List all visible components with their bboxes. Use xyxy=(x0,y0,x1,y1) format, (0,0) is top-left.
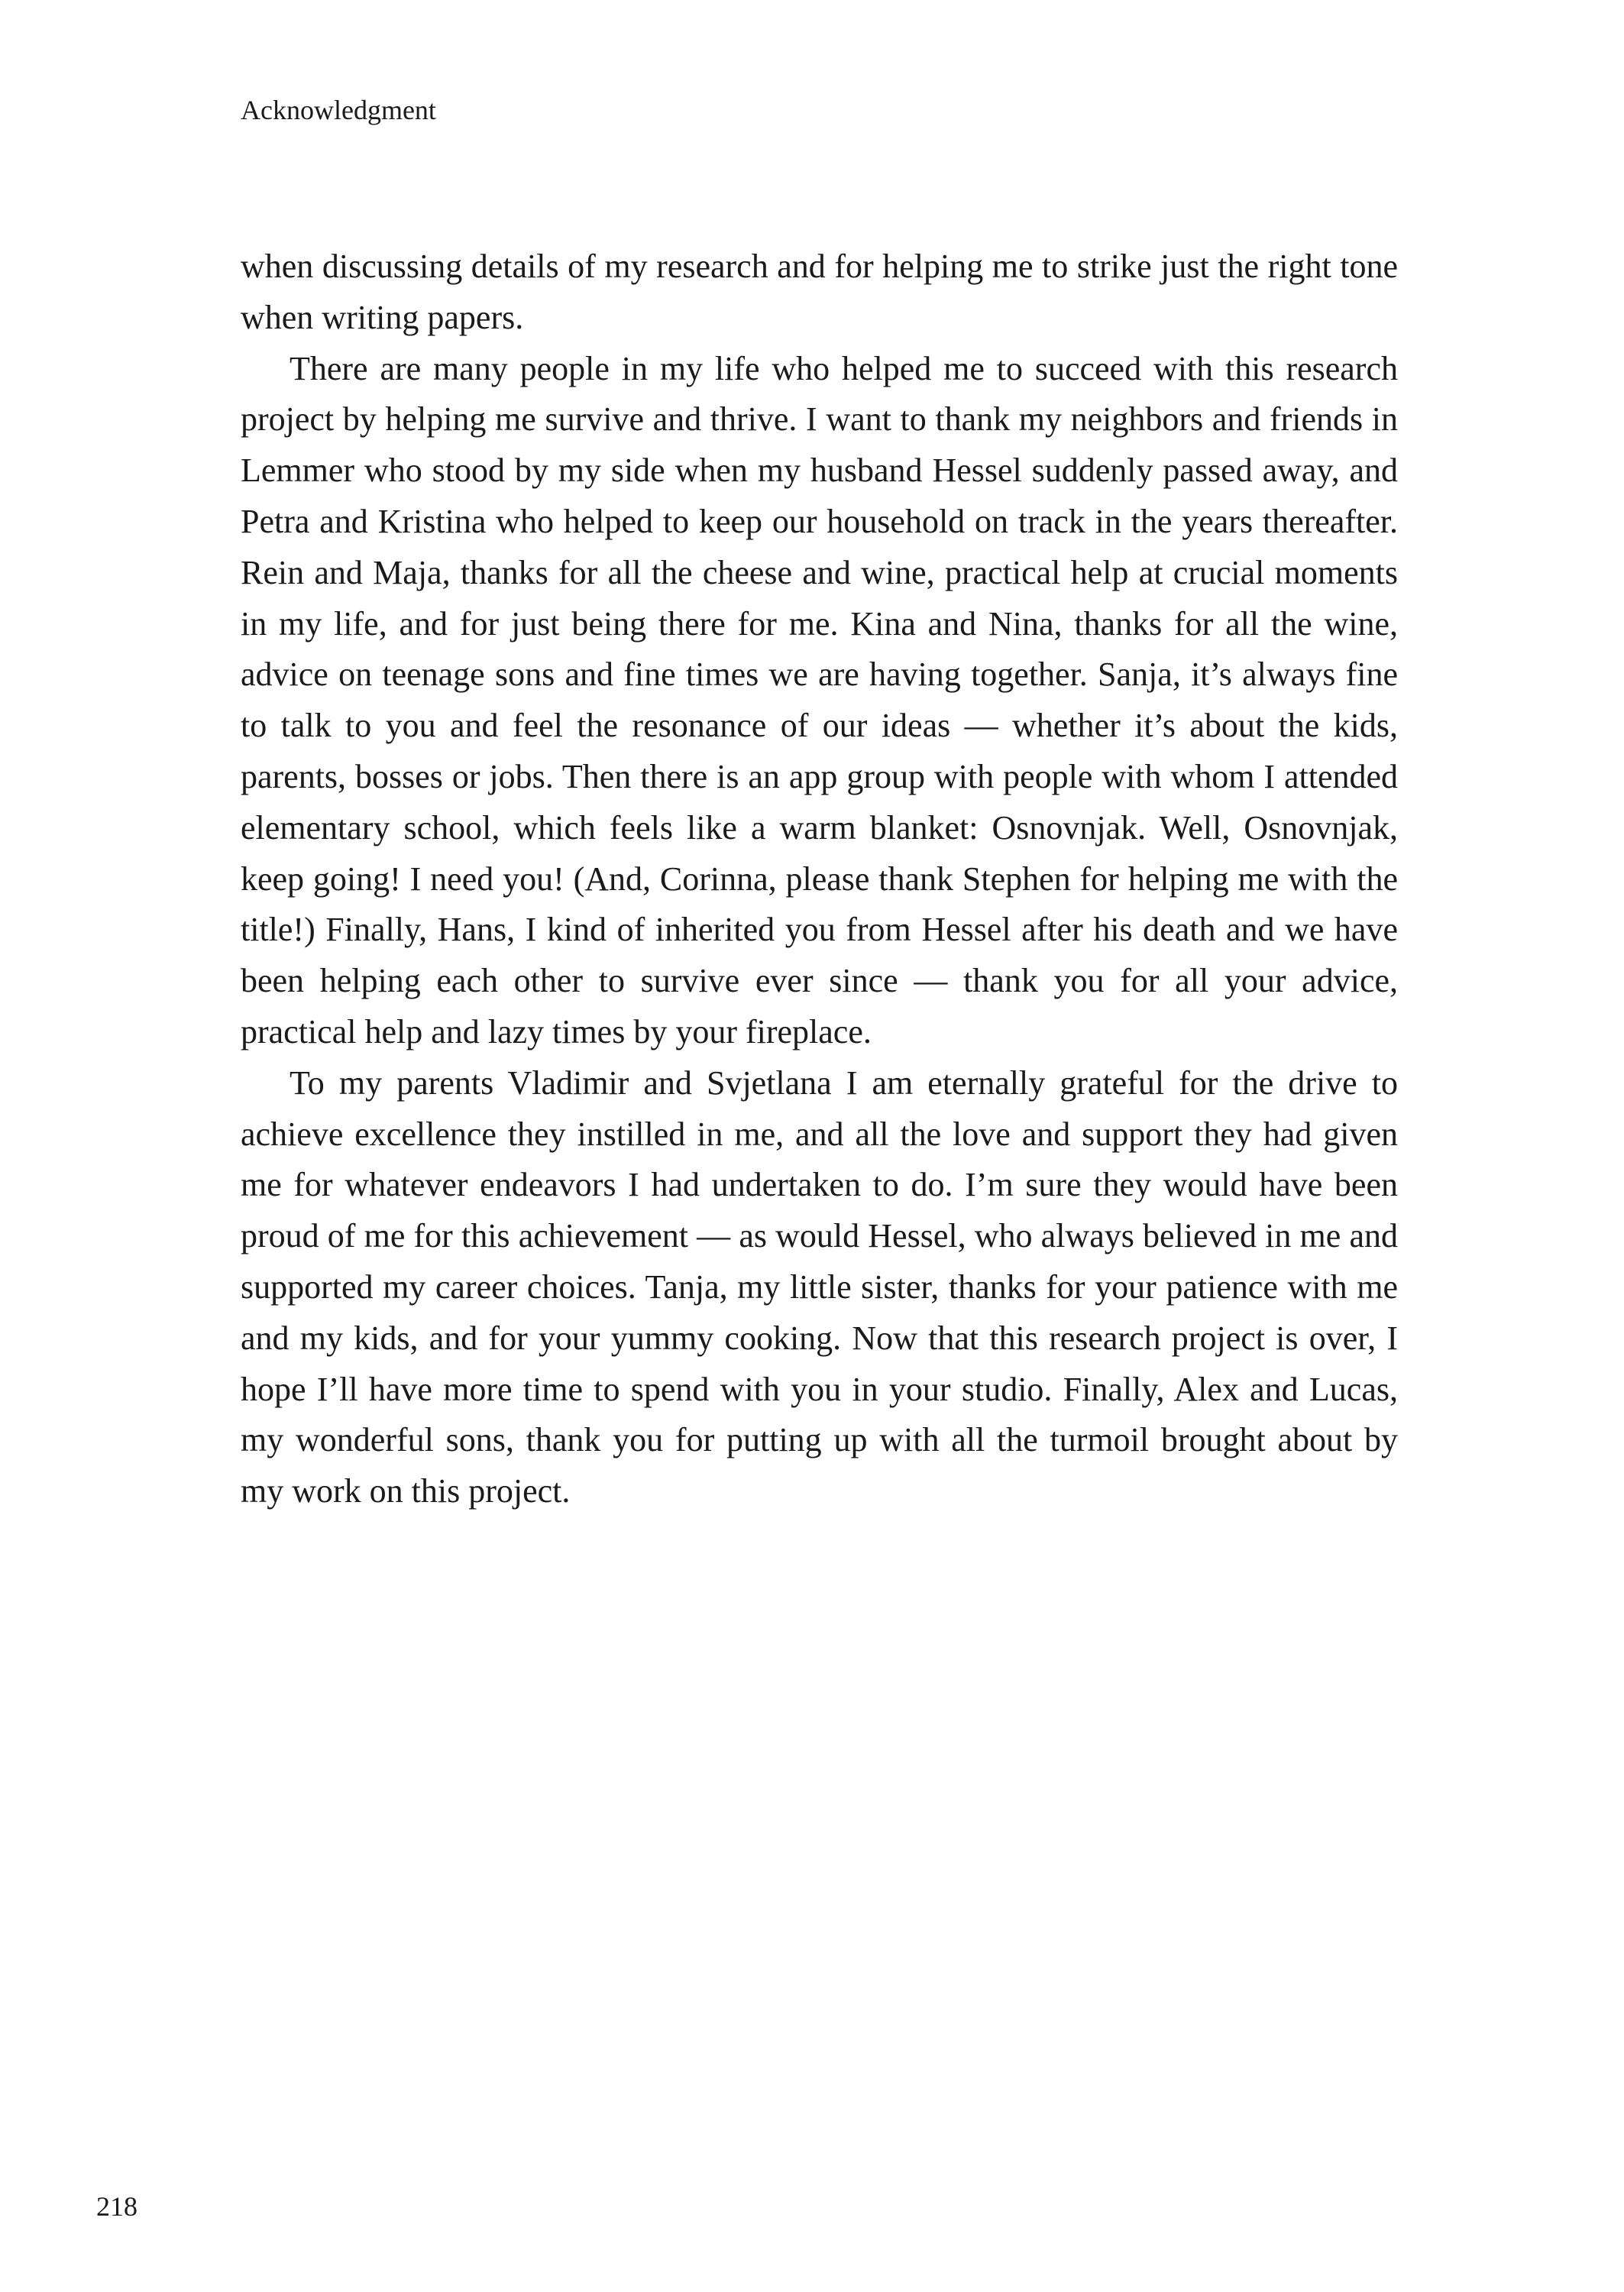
paragraph-continuation: when discussing details of my research and for helping me to strike just the right tone when writing papers. xyxy=(241,248,1398,336)
running-header: Acknowledgment xyxy=(241,95,436,125)
paragraph-friends: There are many people in my life who helped me to succeed with this research project by helping me survive and thrive. I want to thank my neighbors and friends in Lemmer who stood by my side when my husband Hessel suddenly passed away, and Petra and Kristina who helped to keep our household on track in the years thereafter. Rein and Maja, thanks for all the cheese and wine, practical help at crucial moments in my life, and for just being there for me. Kina and Nina, thanks for all the wine, advice on teenage sons and fine times we are having together. Sanja, it’s always fine to talk to you and feel the resonance of our ideas — whether it’s about the kids, parents, bosses or jobs. Then there is an app group with people with whom I attended elementary school, which feels like a warm blanket: Osnovnjak. Well, Osnovnjak, keep going! I need you! (And, Corinna, please thank Stephen for helping me with the title!) Finally, Hans, I kind of inherited you from Hessel after his death and we have been helping each other to survive ever since — thank you for all your advice, practical help and lazy times by your fireplace. xyxy=(241,349,1398,1050)
paragraph-family: To my parents Vladimir and Svjetlana I am eternally grateful for the drive to achieve excellence they instilled in me, and all the love and support they had given me for whatever endeavors I had undertaken to do. I’m sure they would have been proud of me for this achievement — as would Hessel, who always believed in me and supported my career choices. Tanja, my little sister, thanks for your patience with me and my kids, and for your yummy cooking. Now that this research project is over, I hope I’ll have more time to spend with you in your studio. Finally, Alex and Lucas, my wonderful sons, thank you for putting up with all the turmoil brought about by my work on this project. xyxy=(241,1063,1398,1510)
page-number: 218 xyxy=(96,2191,137,2222)
body-text xyxy=(241,241,1398,1517)
